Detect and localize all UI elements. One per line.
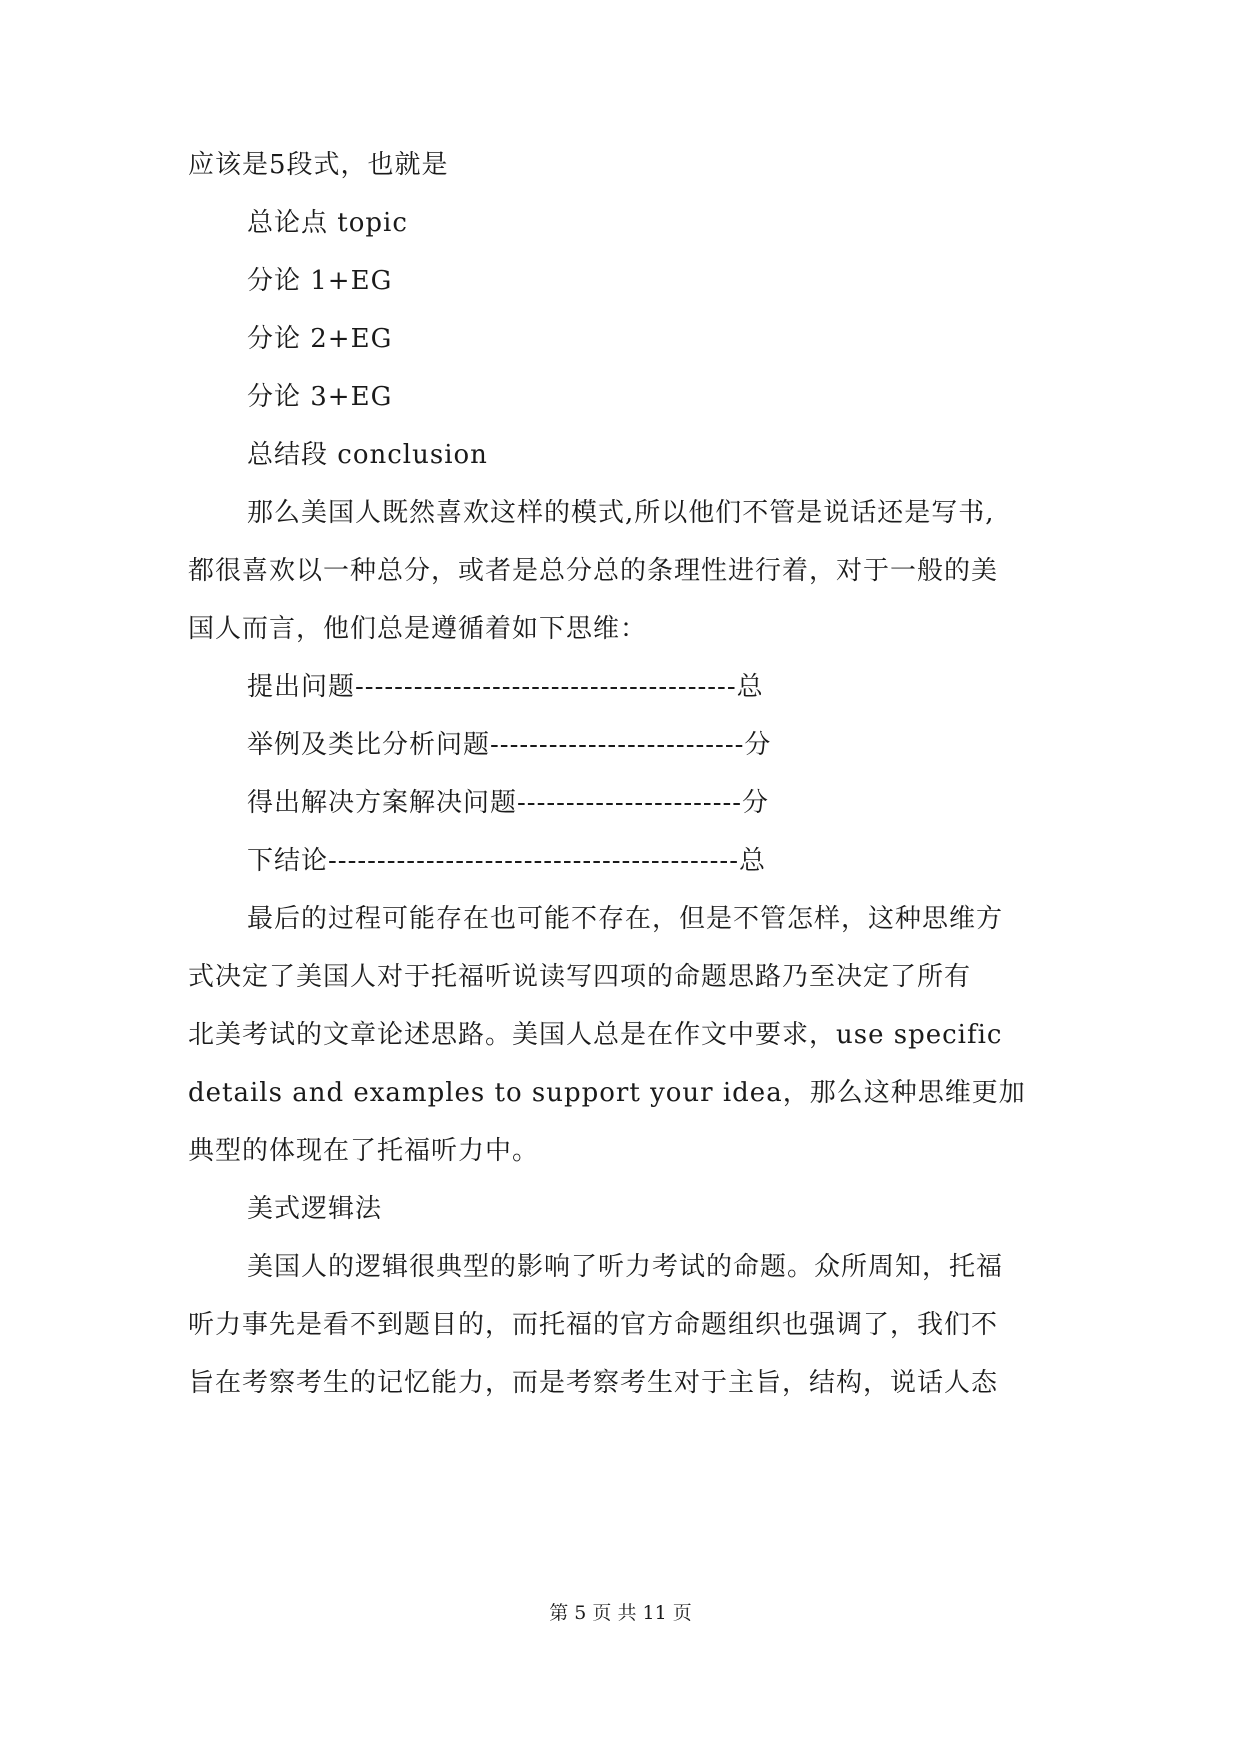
body-line: 提出问题---------------------------------------总 — [247, 672, 764, 702]
body-line: 听力事先是看不到题目的，而托福的官方命题组织也强调了，我们不 — [188, 1310, 999, 1340]
body-line: 旨在考察考生的记忆能力，而是考察考生对于主旨，结构，说话人态 — [188, 1368, 999, 1398]
body-line: 总结段 conclusion — [247, 440, 488, 470]
body-line: 美国人的逻辑很典型的影响了听力考试的命题。众所周知，托福 — [247, 1252, 1004, 1282]
page-number-footer: 第 5 页 共 11 页 — [549, 1602, 692, 1624]
body-line: 典型的体现在了托福听力中。 — [188, 1136, 540, 1166]
body-line: 北美考试的文章论述思路。美国人总是在作文中要求，use specific — [188, 1020, 1003, 1050]
body-line: 举例及类比分析问题--------------------------分 — [247, 730, 772, 760]
body-line: details and examples to support your idea，那么这种思维更加 — [188, 1078, 1026, 1108]
body-line: 最后的过程可能存在也可能不存在，但是不管怎样，这种思维方 — [247, 904, 1004, 934]
body-line: 国人而言，他们总是遵循着如下思维： — [188, 614, 648, 644]
body-line: 分论 3+EG — [247, 382, 393, 412]
body-line: 总论点 topic — [247, 208, 408, 238]
body-line: 式决定了美国人对于托福听说读写四项的命题思路乃至决定了所有 — [188, 962, 972, 992]
body-line: 分论 1+EG — [247, 266, 393, 296]
body-line: 下结论------------------------------------------总 — [247, 846, 766, 876]
section-heading: 美式逻辑法 — [247, 1194, 383, 1224]
body-line: 都很喜欢以一种总分，或者是总分总的条理性进行着，对于一般的美 — [188, 556, 999, 586]
body-line: 应该是5段式，也就是 — [188, 150, 449, 180]
body-line: 分论 2+EG — [247, 324, 393, 354]
body-line: 得出解决方案解决问题-----------------------分 — [247, 788, 770, 818]
body-line: 那么美国人既然喜欢这样的模式,所以他们不管是说话还是写书, — [247, 498, 995, 528]
